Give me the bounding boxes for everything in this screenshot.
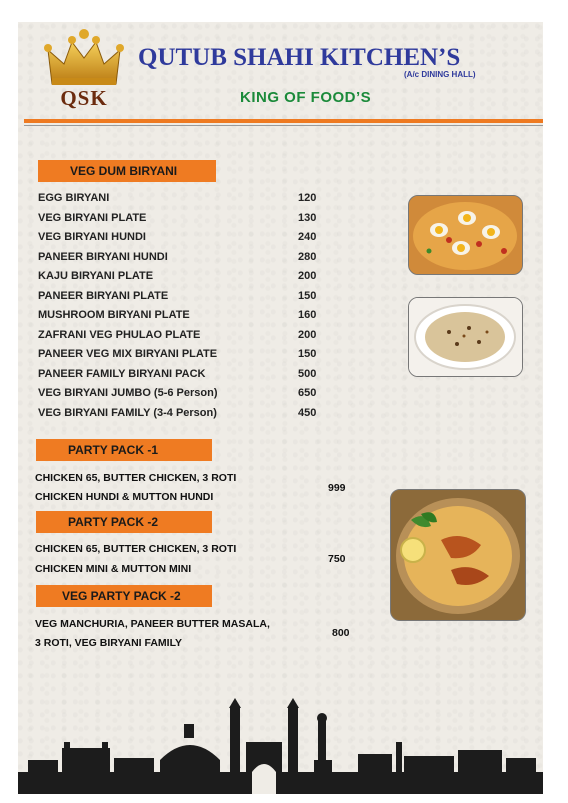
- city-skyline-illustration: [18, 698, 543, 794]
- chicken-biryani-image: [391, 490, 525, 620]
- restaurant-tagline: KING OF FOOD’S: [240, 89, 372, 106]
- menu-item-name: PANEER FAMILY BIRYANI PACK: [38, 367, 206, 380]
- menu-item-name: PANEER BIRYANI HUNDI: [38, 250, 168, 263]
- menu-item-name: VEG BIRYANI FAMILY (3-4 Person): [38, 406, 217, 419]
- menu-item-price: 130: [298, 211, 317, 224]
- menu-item-price: 150: [298, 289, 317, 302]
- restaurant-name: QUTUB SHAHI KITCHEN’S: [138, 44, 461, 71]
- menu-item: [38, 348, 328, 366]
- party-pack-2-line-1: CHICKEN 65, BUTTER CHICKEN, 3 ROTI: [35, 543, 237, 555]
- menu-item: [38, 231, 328, 249]
- menu-item: [38, 368, 328, 386]
- menu-item-name: MUSHROOM BIRYANI PLATE: [38, 309, 190, 321]
- party-pack-1-line-1: CHICKEN 65, BUTTER CHICKEN, 3 ROTI: [35, 472, 237, 484]
- veg-party-pack-2-line-2: 3 ROTI, VEG BIRYANI FAMILY: [35, 637, 183, 649]
- menu-item-price: 500: [298, 367, 317, 380]
- crown-icon: [44, 28, 124, 90]
- menu-page: [18, 22, 543, 794]
- logo-text: QSK: [60, 86, 108, 110]
- party-pack-2-line-2: CHICKEN MINI & MUTTON MINI: [35, 563, 192, 575]
- menu-item-name: VEG BIRYANI HUNDI: [38, 231, 146, 243]
- egg-biryani-photo: [408, 195, 523, 275]
- menu-item-name: VEG BIRYANI PLATE: [38, 211, 147, 224]
- menu-item-price: 200: [298, 270, 317, 282]
- menu-item-name: KAJU BIRYANI PLATE: [38, 270, 154, 282]
- qsk-logo: [44, 28, 124, 112]
- header-divider: [24, 119, 543, 123]
- menu-item-name: PANEER BIRYANI PLATE: [38, 289, 169, 302]
- menu-item-price: 280: [298, 250, 317, 263]
- menu-item: [38, 309, 328, 327]
- menu-item: [38, 290, 328, 308]
- menu-item: [38, 251, 328, 269]
- menu-item: [38, 212, 328, 230]
- section-heading-party-pack-2: PARTY PACK -2: [36, 511, 212, 533]
- menu-item-name: PANEER VEG MIX BIRYANI PLATE: [38, 348, 218, 360]
- menu-item-name: EGG BIRYANI: [38, 192, 110, 204]
- section-heading-veg-party-pack-2: VEG PARTY PACK -2: [36, 585, 212, 607]
- menu-item: [38, 387, 328, 405]
- menu-item-price: 240: [298, 231, 317, 243]
- menu-item-name: VEG BIRYANI JUMBO (5-6 Person): [38, 387, 218, 399]
- phulao-image: [409, 298, 522, 376]
- menu-item-price: 150: [298, 348, 317, 360]
- menu-item-price: 450: [298, 406, 317, 419]
- veg-party-pack-2-price: 800: [332, 627, 350, 639]
- restaurant-subtitle: (A/c DINING HALL): [404, 70, 476, 79]
- menu-item-price: 120: [298, 192, 317, 204]
- phulao-photo: [408, 297, 523, 377]
- menu-item: [38, 270, 328, 288]
- menu-item-price: 650: [298, 387, 317, 399]
- party-pack-1-price: 999: [328, 482, 346, 494]
- section-heading-party-pack-1: PARTY PACK -1: [36, 439, 212, 461]
- party-pack-1-line-2: CHICKEN HUNDI & MUTTON HUNDI: [35, 491, 214, 503]
- egg-biryani-image: [409, 196, 522, 274]
- chicken-biryani-photo: [390, 489, 526, 621]
- menu-item-price: 160: [298, 309, 317, 321]
- menu-item: [38, 329, 328, 347]
- header-divider-thin: [24, 125, 543, 126]
- veg-party-pack-2-line-1: VEG MANCHURIA, PANEER BUTTER MASALA,: [35, 618, 270, 630]
- menu-item-price: 200: [298, 328, 317, 341]
- section-heading-veg-dum-biryani: VEG DUM BIRYANI: [38, 160, 216, 182]
- menu-item-name: ZAFRANI VEG PHULAO PLATE: [38, 328, 201, 341]
- menu-item: [38, 192, 328, 210]
- menu-item: [38, 407, 328, 425]
- party-pack-2-price: 750: [328, 553, 346, 565]
